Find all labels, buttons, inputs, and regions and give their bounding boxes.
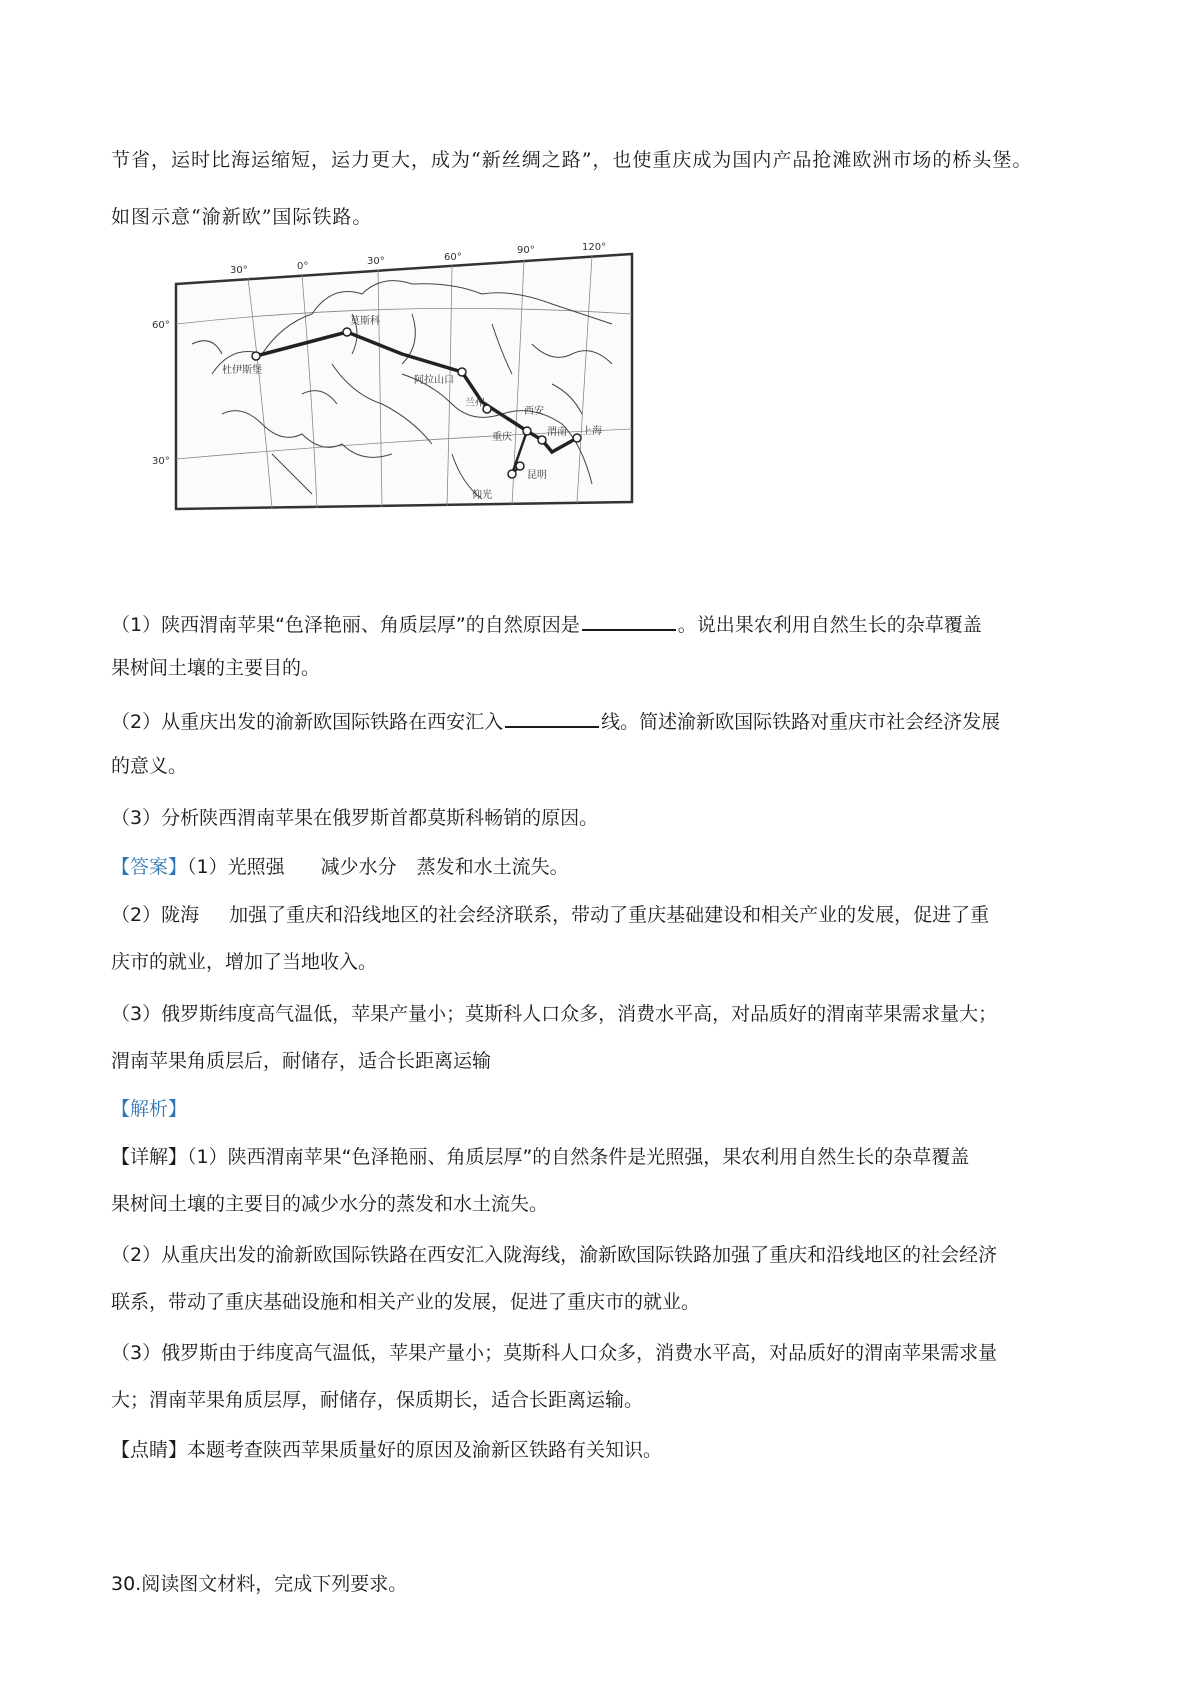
answer-label: 【答案】 bbox=[111, 856, 188, 878]
answer-3-line-1: （3）俄罗斯纬度高气温低，苹果产量小；莫斯科人口众多，消费水平高，对品质好的渭南苹果需求量大； bbox=[111, 1003, 998, 1025]
analysis-label: 【解析】 bbox=[111, 1098, 188, 1120]
tip-label: 【点睛】 bbox=[111, 1439, 188, 1461]
answer-1-num: （1） bbox=[187, 856, 228, 878]
top-tick-3: 30° bbox=[367, 256, 385, 267]
top-tick-4: 60° bbox=[444, 252, 462, 263]
railway-map bbox=[152, 242, 696, 556]
detail-2-line-1: （2）从重庆出发的渝新欧国际铁路在西安汇入陇海线，渝新欧国际铁路加强了重庆和沿线地区的社会经济 bbox=[111, 1244, 998, 1266]
place-chongqing: 重庆 bbox=[492, 432, 512, 443]
answer-2-line-1 bbox=[111, 903, 989, 927]
question-1-text-a: （1）陕西渭南苹果“色泽艳丽、角质层厚”的自然原因是 bbox=[111, 614, 580, 636]
place-shanghai: 上海 bbox=[582, 426, 602, 437]
answer-2-line-2: 庆市的就业，增加了当地收入。 bbox=[111, 951, 378, 973]
question-1-line-2: 果树间土壤的主要目的。 bbox=[111, 657, 321, 679]
question-1-text-b: 。说出果农利用自然生长的杂草覆盖 bbox=[677, 614, 982, 636]
detail-2-line-2: 联系，带动了重庆基础设施和相关产业的发展，促进了重庆市的就业。 bbox=[111, 1291, 701, 1313]
question-2-line-2: 的意义。 bbox=[111, 755, 188, 777]
top-tick-6: 120° bbox=[582, 242, 607, 253]
place-lanzhou: 兰州 bbox=[465, 398, 485, 409]
answer-1-part-1: 光照强 bbox=[227, 856, 285, 878]
place-moscow: 莫斯科 bbox=[350, 316, 380, 327]
place-alashankou: 阿拉山口 bbox=[414, 375, 454, 386]
tip-text: 本题考查陕西苹果质量好的原因及渝新区铁路有关知识。 bbox=[187, 1439, 663, 1461]
answer-1-part-3: 蒸发和水土流失。 bbox=[416, 856, 569, 878]
answer-1-part-2: 减少水分 bbox=[320, 856, 397, 878]
answer-blank-1 bbox=[582, 611, 676, 631]
top-tick-1: 30° bbox=[230, 265, 248, 276]
question-2-text-a: （2）从重庆出发的渝新欧国际铁路在西安汇入 bbox=[111, 711, 504, 733]
place-duisburg: 杜伊斯堡 bbox=[222, 365, 262, 376]
detail-label: 【详解】 bbox=[111, 1146, 188, 1168]
left-tick-2: 30° bbox=[152, 456, 170, 467]
question-1-line-1 bbox=[111, 611, 982, 637]
detail-1-line-1 bbox=[111, 1145, 969, 1169]
intro-line-1: 节省，运时比海运缩短，运力更大，成为“新丝绸之路”，也使重庆成为国内产品抢滩欧洲市场的桥头堡。 bbox=[111, 149, 1033, 171]
detail-1-line-2: 果树间土壤的主要目的减少水分的蒸发和水土流失。 bbox=[111, 1193, 549, 1215]
answer-line-1 bbox=[111, 855, 569, 879]
intro-line-2: 如图示意“渝新欧”国际铁路。 bbox=[111, 206, 373, 228]
next-question: 30.阅读图文材料，完成下列要求。 bbox=[111, 1573, 408, 1595]
top-tick-5: 90° bbox=[517, 245, 535, 256]
detail-3-line-2: 大；渭南苹果角质层厚，耐储存，保质期长，适合长距离运输。 bbox=[111, 1389, 644, 1411]
question-2-line-1 bbox=[111, 708, 1000, 734]
detail-3-line-1: （3）俄罗斯由于纬度高气温低，苹果产量小；莫斯科人口众多，消费水平高，对品质好的渭南苹果需求量 bbox=[111, 1342, 998, 1364]
place-weinan: 渭南 bbox=[547, 427, 567, 438]
answer-blank-2 bbox=[505, 708, 599, 728]
answer-3-line-2: 渭南苹果角质层后，耐储存，适合长距离运输 bbox=[111, 1050, 492, 1072]
place-xian: 西安 bbox=[524, 406, 544, 417]
top-tick-2: 0° bbox=[297, 261, 309, 272]
answer-2-part-2: 加强了重庆和沿线地区的社会经济联系，带动了重庆基础建设和相关产业的发展，促进了重 bbox=[229, 904, 990, 926]
place-yangon: 仰光 bbox=[472, 490, 492, 501]
detail-1-text-a: （1）陕西渭南苹果“色泽艳丽、角质层厚”的自然条件是光照强，果农利用自然生长的杂草覆盖 bbox=[187, 1146, 970, 1168]
question-3-line: （3）分析陕西渭南苹果在俄罗斯首都莫斯科畅销的原因。 bbox=[111, 807, 599, 829]
tip-line bbox=[111, 1438, 662, 1462]
answer-2-part-1: 陇海 bbox=[161, 904, 200, 926]
answer-2-num: （2） bbox=[111, 904, 162, 926]
question-2-text-b: 线。简述渝新欧国际铁路对重庆市社会经济发展 bbox=[601, 711, 1001, 733]
place-kunming: 昆明 bbox=[527, 470, 547, 481]
left-tick-1: 60° bbox=[152, 320, 170, 331]
